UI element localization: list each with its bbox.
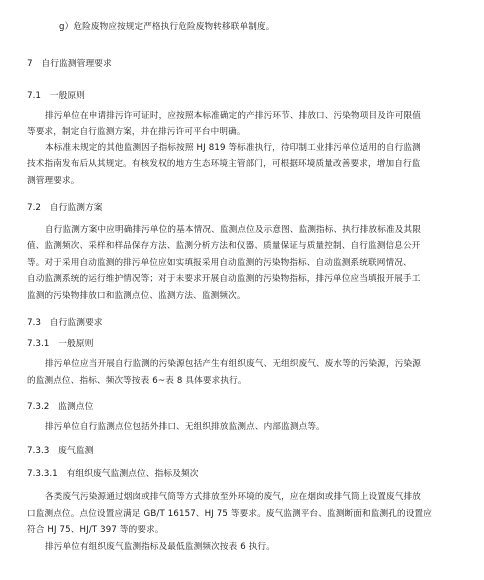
paragraph-line: 排污单位应当开展自行监测的污染源包括产生有组织废气、无组织废气、废水等的污染源，污染源 — [45, 359, 421, 369]
paragraph-line: 口监测点位。点位设置应满足 GB/T 16157、HJ 75 等要求。废气监测平台、监测断面和监测孔的设置应 — [27, 509, 432, 519]
section-heading-7-3: 7.3 自行监测要求 — [27, 318, 103, 328]
section-heading-7-3-1: 7.3.1 一般原则 — [27, 339, 94, 349]
paragraph-line: 值、监测频次、采样和样品保存方法、监测分析方法和仪器、质量保证与质量控制、自行监测信息公开 — [27, 241, 421, 251]
section-heading-7-1: 7.1 一般原则 — [27, 91, 85, 101]
section-heading-7-3-2: 7.3.2 监测点位 — [27, 402, 94, 412]
paragraph-line: 等。对于采用自动监测的排污单位应如实填报采用自动监测的污染物指标、自动监测系统联网情况、 — [27, 258, 412, 268]
section-heading-7: 7 自行监测管理要求 — [27, 59, 112, 69]
paragraph-line: 本标准未规定的其他监测因子指标按照 HJ 819 等标准执行，待印制工业排污单位适用的自行监测 — [45, 143, 421, 153]
paragraph-line: 排污单位有组织废气监测指标及最低监测频次按表 6 执行。 — [45, 542, 275, 552]
paragraph-line: 排污单位自行监测点位包括外排口、无组织排放监测点、内部监测点等。 — [45, 422, 325, 432]
section-heading-7-3-3: 7.3.3 废气监测 — [27, 446, 94, 456]
section-heading-7-2: 7.2 自行监测方案 — [27, 203, 103, 213]
paragraph-line: 技术指南发布后从其规定。有核发权的地方生态环境主管部门，可根据环境质量改善要求，增加自行监 — [27, 159, 421, 169]
section-heading-7-3-3-1: 7.3.3.1 有组织废气监测点位、指标及频次 — [27, 469, 199, 479]
paragraph-line: 的监测点位、指标、频次等按表 6~表 8 具体要求执行。 — [27, 376, 247, 386]
paragraph-line: 监测的污染物排放口和监测点位、监测方法、监测频次。 — [27, 291, 246, 301]
list-item-g: g）危险废物应按规定严格执行危险废物转移联单制度。 — [59, 22, 275, 32]
paragraph-line: 自动监测系统的运行维护情况等；对于未要求开展自动监测的污染物指标，排污单位应当填报开展手工 — [27, 274, 421, 284]
paragraph-line: 排污单位在申请排污许可证时，应按照本标准确定的产排污环节、排放口、污染物项目及许可限值 — [45, 111, 421, 121]
paragraph-line: 符合 HJ 75、HJ/T 397 等的要求。 — [27, 525, 164, 535]
paragraph-line: 等要求，制定自行监测方案，并在排污许可平台中明确。 — [27, 127, 246, 137]
paragraph-line: 测管理要求。 — [27, 176, 80, 186]
paragraph-line: 各类废气污染源通过烟囱或排气筒等方式排放至外环境的废气，应在烟囱或排气筒上设置废气排放 — [45, 492, 421, 502]
paragraph-line: 自行监测方案中应明确排污单位的基本情况、监测点位及示意图、监测指标、执行排放标准及其限 — [45, 225, 421, 235]
